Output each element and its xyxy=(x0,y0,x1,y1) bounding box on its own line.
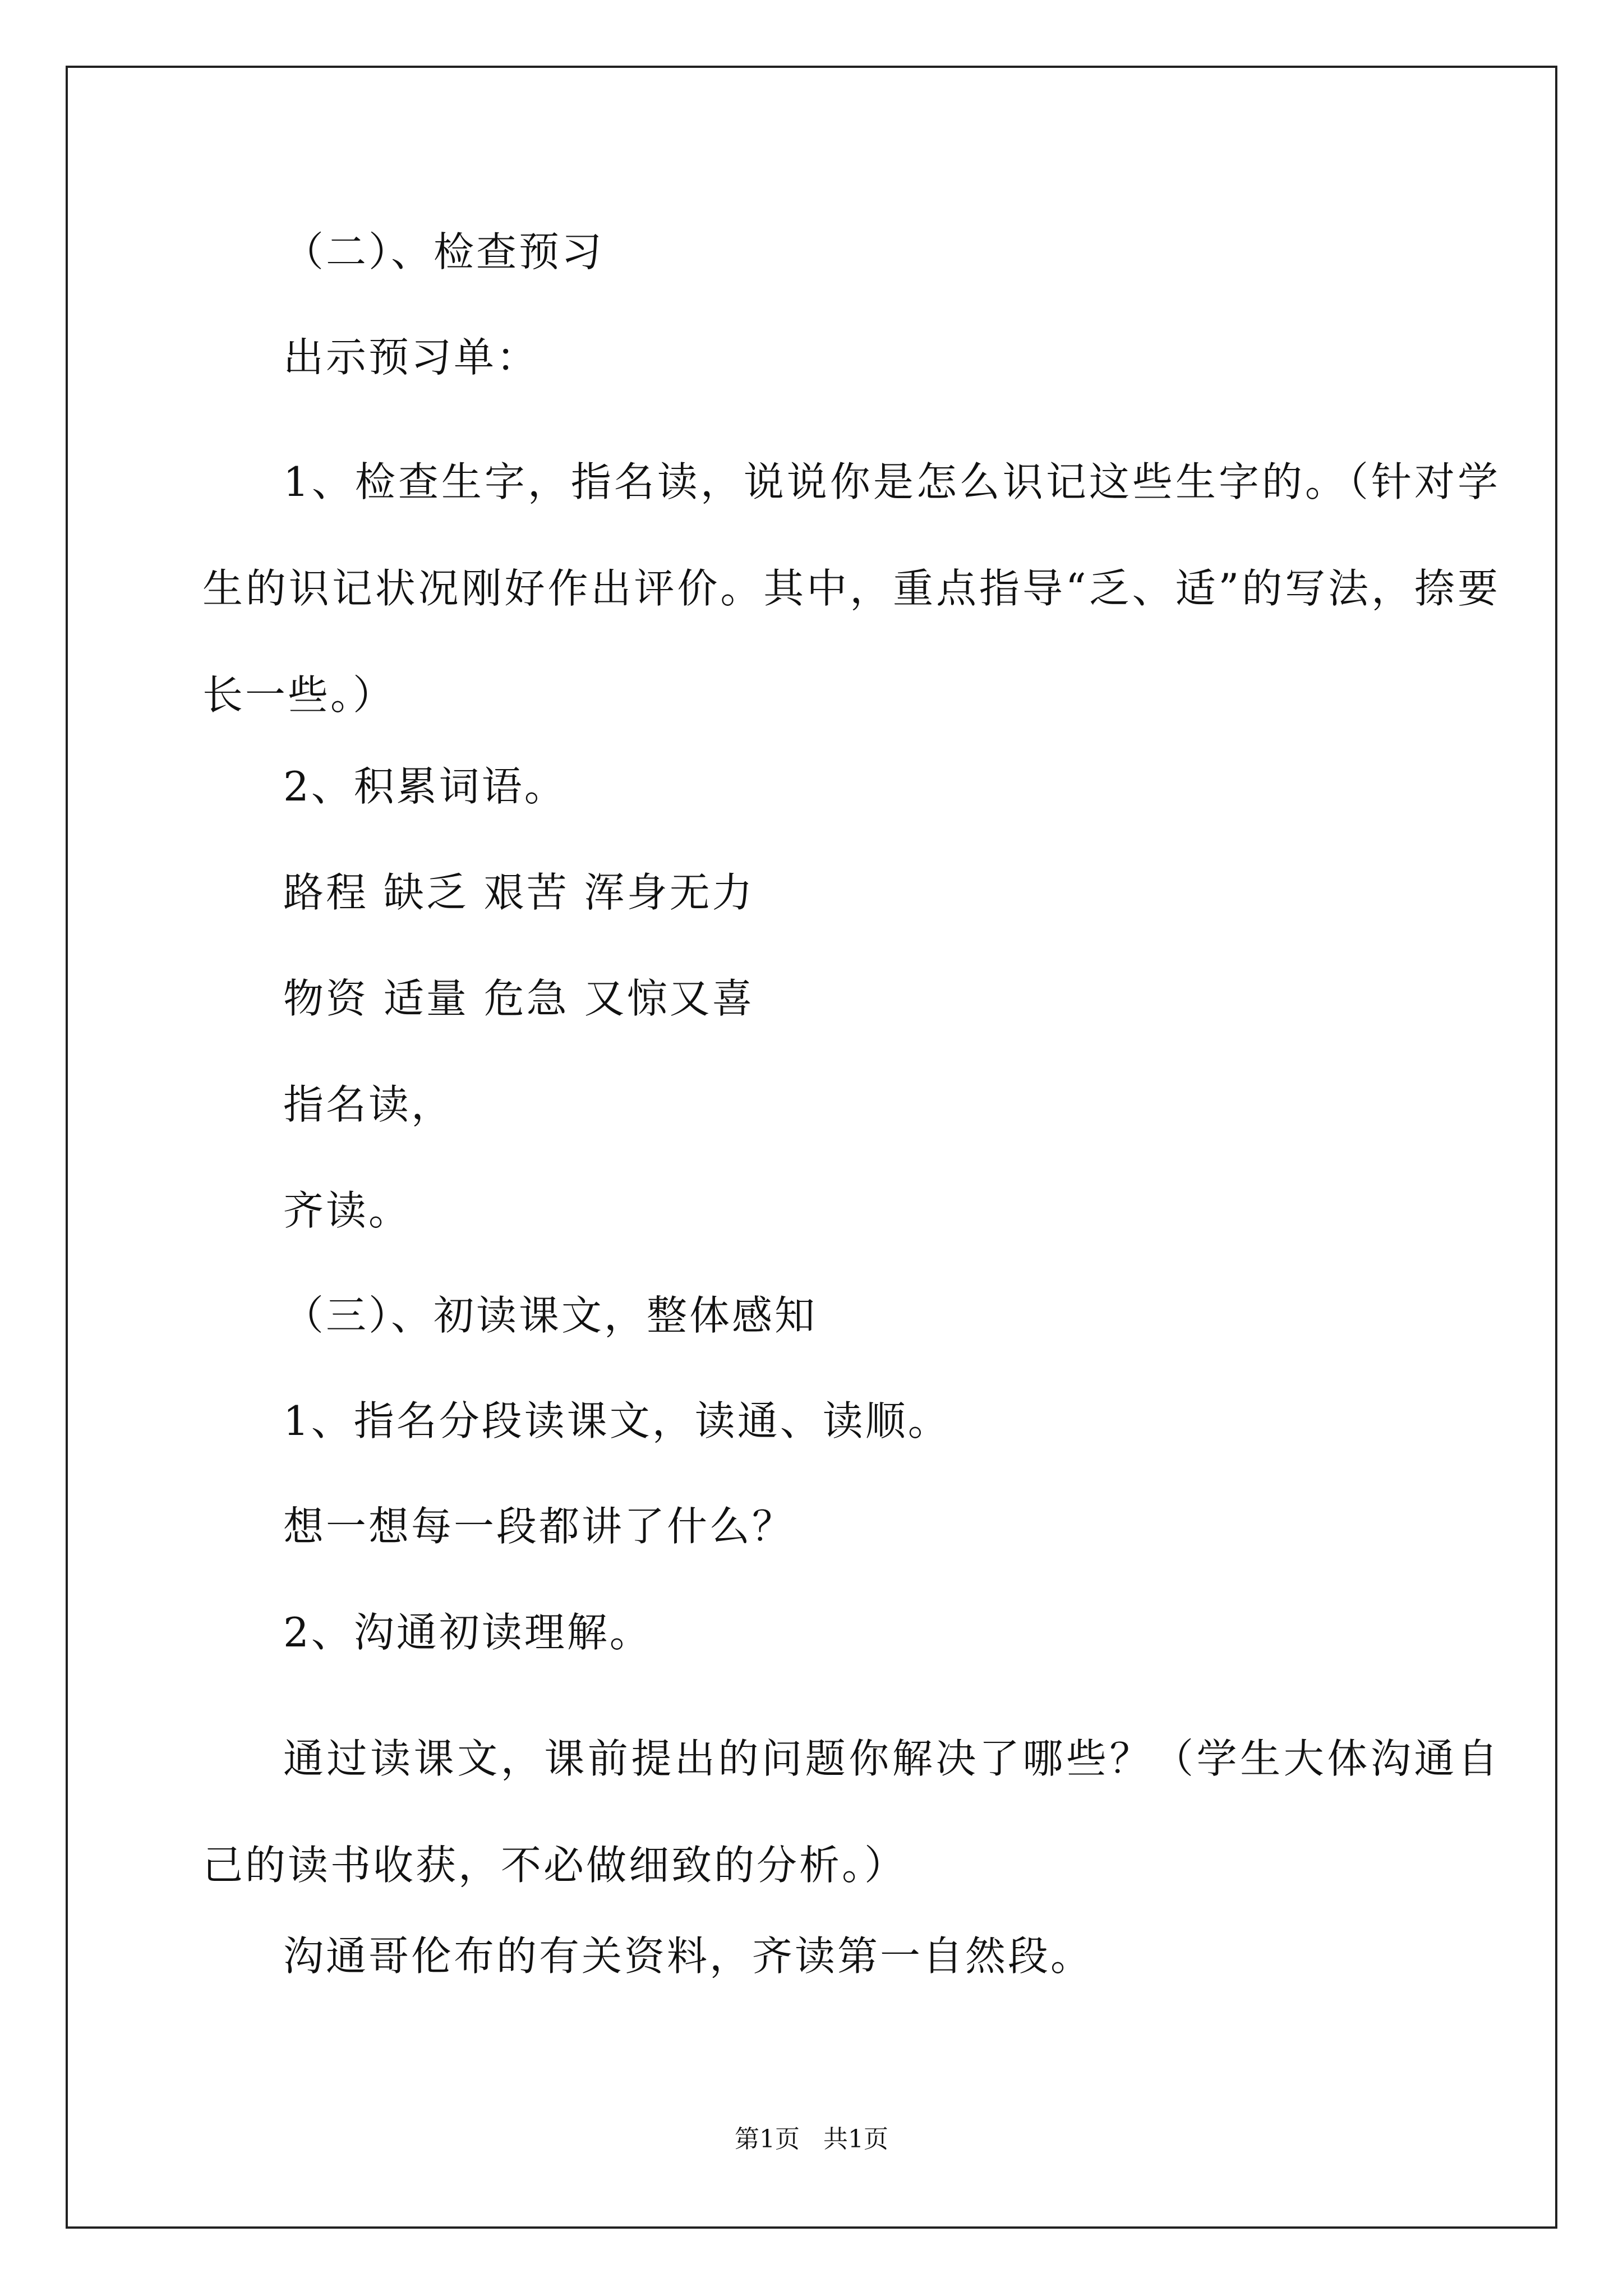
paragraph-show-preview-sheet: 出示预习单： xyxy=(283,334,540,381)
heading-first-reading: （三）、初读课文，整体感知 xyxy=(283,1292,818,1339)
heading-check-preview: （二）、检查预习 xyxy=(283,228,605,275)
paragraph-word-list-1: 路程 缺乏 艰苦 浑身无力 xyxy=(283,869,755,916)
paragraph-columbus-materials: 沟通哥伦布的有关资料，齐读第一自然段。 xyxy=(283,1932,1094,1980)
paragraph-accumulate-words: 2、积累词语。 xyxy=(283,763,567,810)
paragraph-segment-reading: 1、指名分段读课文，读通、读顺。 xyxy=(283,1397,951,1444)
page-footer: 第1页 共1页 xyxy=(735,2125,888,2154)
paragraph-named-reading: 指名读， xyxy=(283,1081,454,1128)
page-frame xyxy=(66,66,1557,2229)
paragraph-questions-solved: 通过读课文，课前提出的问题你解决了哪些？（学生大体沟通自己的读书收获，不必做细致的分析。） xyxy=(202,1735,1500,1889)
paragraph-group-reading: 齐读。 xyxy=(283,1187,412,1234)
paragraph-word-list-2: 物资 适量 危急 又惊又喜 xyxy=(283,975,755,1022)
paragraph-think-each-segment: 想一想每一段都讲了什么？ xyxy=(283,1503,795,1550)
paragraph-communicate-understanding: 2、沟通初读理解。 xyxy=(283,1609,652,1656)
paragraph-check-characters: 1、检查生字，指名读，说说你是怎么识记这些生字的。（针对学生的识记状况刚好作出评价。其中，重点指导“乏、适”的写法，捺要长一些。） xyxy=(202,458,1500,719)
